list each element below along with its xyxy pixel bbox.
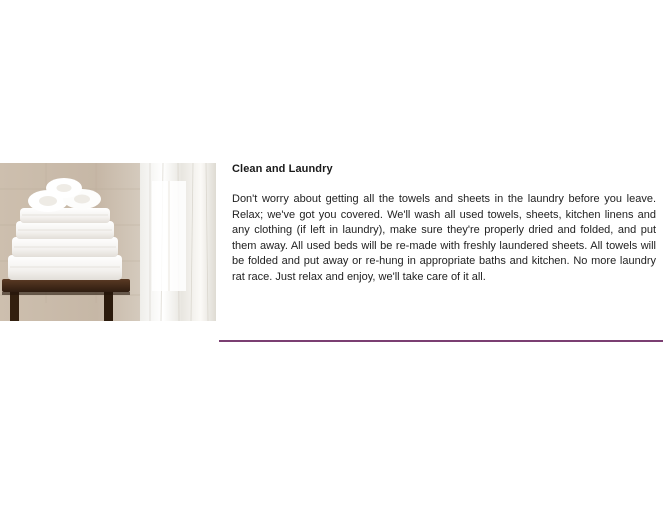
item-description: Don't worry about getting all the towels and sheets in the laundry before you leave. Relax; we've got you covered. We'll wash all used towels, sheets, kitchen linens and any clothing (if left in laundry), make sure they're properly dried and folded, and put them away. All used beds will be re-made with freshly laundered sheets. All towels will be folded and put away or re-hung in appropriate baths and kitchen. No more laundry rat race. Just relax and enjoy, we'll take care of it all. [232, 193, 656, 283]
section-divider [219, 340, 663, 342]
item-title: Clean and Laundry [232, 163, 333, 175]
item-text [216, 163, 672, 285]
listing-item [0, 163, 672, 321]
item-photo [0, 163, 216, 321]
towels-photo-graphic [0, 163, 216, 321]
